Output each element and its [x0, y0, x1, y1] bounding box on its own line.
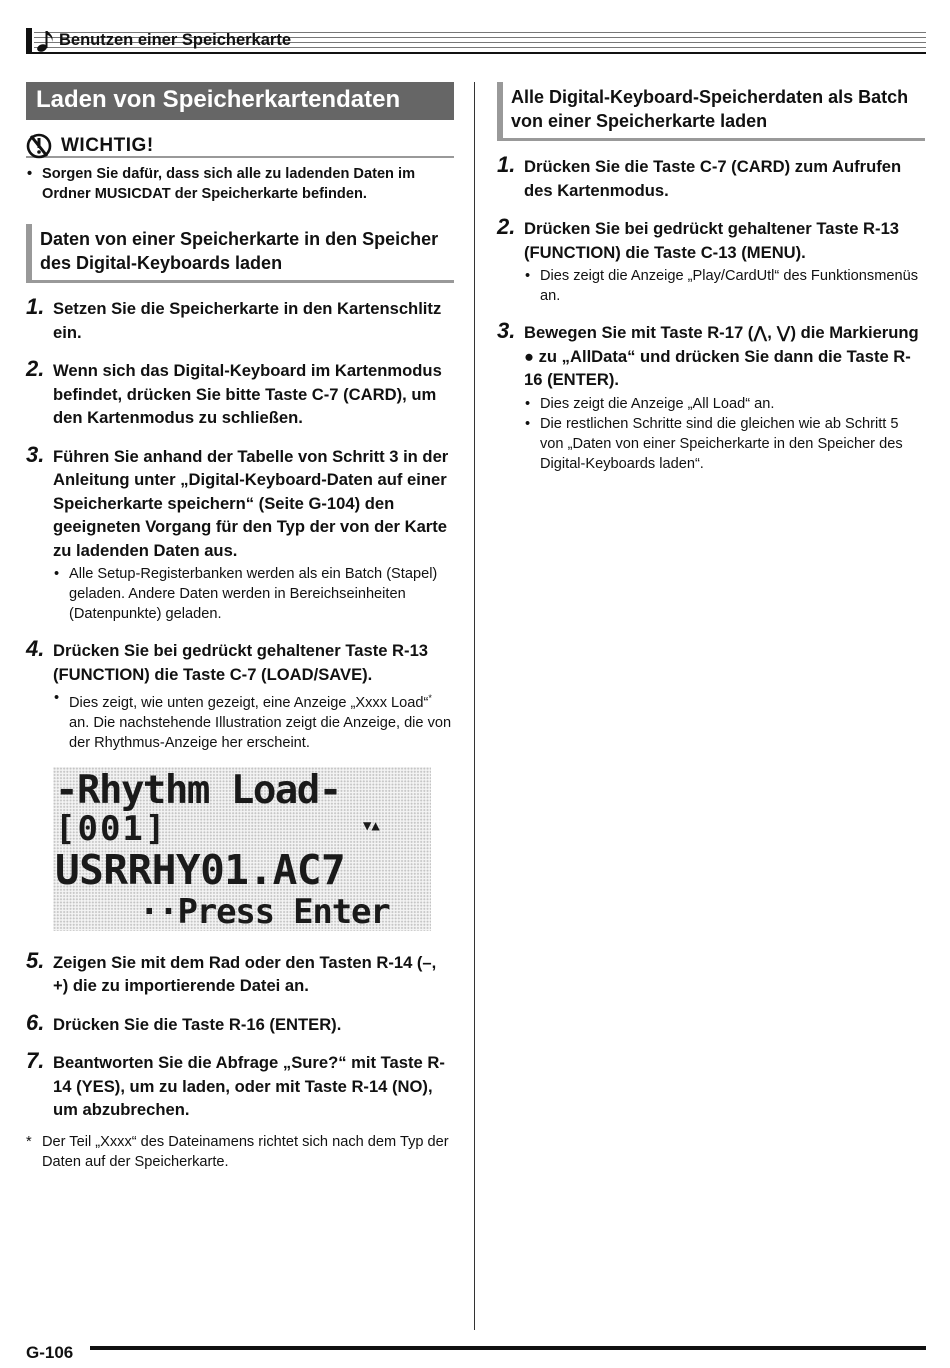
footer-rule [90, 1346, 926, 1350]
lcd-indicator: ▼▲ [363, 817, 380, 834]
lcd-line: USRRHY01.AC7 [55, 845, 346, 894]
step-number: 3. [26, 441, 45, 467]
step-note [53, 688, 454, 753]
step-text: Bewegen Sie mit Taste R-17 (⋀, ⋁) die Markierung ● zu „AllData“ und drücken Sie dann die Taste R-16 (ENTER). [524, 323, 919, 389]
subheading: Alle Digital-Keyboard-Speicherdaten als Batch von einer Speicherkarte laden [497, 82, 925, 141]
step-number: 5. [26, 947, 45, 973]
step-number: 3. [497, 318, 516, 343]
running-header [26, 28, 926, 56]
step-text: Drücken Sie die Taste C-7 (CARD) zum Aufrufen des Kartenmodus. [524, 157, 902, 200]
footnote-text: Der Teil „Xxxx“ des Dateinamens richtet sich nach dem Typ der Daten auf der Speicherkarte. [42, 1133, 449, 1170]
step-text: Setzen Sie die Speicherkarte in den Kartenschlitz ein. [53, 299, 442, 342]
step [26, 1009, 454, 1037]
lcd-line: [001] [55, 808, 168, 849]
step-note-part: an. Die nachstehende Illustration zeigt die Anzeige, die von der Rhythmus-Anzeige her erscheint. [69, 714, 452, 751]
step-text: Wenn sich das Digital-Keyboard im Kartenmodus befindet, drücken Sie bitte Taste C-7 (CARD), um den Kartenmodus zu schließen. [53, 361, 442, 427]
step-note: • Alle Setup-Registerbanken werden als ein Batch (Stapel) geladen. Andere Daten werden in Bereichseinheiten (Datenpunkte) geladen. [53, 564, 454, 624]
music-note-icon [35, 29, 55, 53]
step-note: • Dies zeigt die Anzeige „Play/CardUtl“ des Funktionsmenüs an. [524, 266, 925, 306]
important-icon [26, 132, 54, 160]
step [26, 294, 454, 344]
step-text: Drücken Sie die Taste R-16 (ENTER). [53, 1014, 342, 1034]
section-title: Laden von Speicherkartendaten [26, 82, 454, 120]
footnote [26, 1132, 454, 1172]
step-number: 4. [26, 636, 45, 661]
step-number: 1. [26, 294, 45, 319]
step-number: 1. [497, 152, 516, 177]
step [26, 636, 454, 931]
step-text: Zeigen Sie mit dem Rad oder den Tasten R-14 (–, +) die zu importierende Datei an. [53, 952, 437, 996]
footnote-marker: * [26, 1133, 32, 1150]
important-label: WICHTIG! [61, 135, 154, 156]
step-text: Drücken Sie bei gedrückt gehaltener Taste R-13 (FUNCTION) die Taste C-13 (MENU). [524, 219, 900, 262]
step [497, 152, 925, 202]
running-header-title: Benutzen einer Speicherkarte [59, 31, 291, 49]
step-number: 2. [497, 214, 516, 239]
important-heading [26, 134, 454, 158]
step [497, 214, 925, 306]
subheading: Daten von einer Speicherkarte in den Speicher des Digital-Keyboards laden [26, 224, 454, 283]
lcd-line: ··Press Enter [139, 891, 390, 931]
left-column [26, 82, 454, 1172]
important-text: • Sorgen Sie dafür, dass sich alle zu ladenden Daten im Ordner MUSICDAT der Speicherkarte befinden. [26, 164, 454, 204]
step [26, 947, 454, 998]
lcd-line: -Rhythm Load- [55, 767, 341, 813]
page-number: G-106 [26, 1343, 74, 1362]
footnote-marker: * [428, 693, 432, 703]
right-column [497, 82, 925, 474]
step [26, 1048, 454, 1122]
step [497, 318, 925, 474]
step-note: • Die restlichen Schritte sind die gleichen wie ab Schritt 5 von „Daten von einer Speicherkarte in den Speicher des Digital-Keyboards laden“. [524, 414, 925, 474]
step-note-part: Dies zeigt, wie unten gezeigt, eine Anzeige „Xxxx Load“ [69, 694, 429, 711]
step-text: Führen Sie anhand der Tabelle von Schritt 3 in der Anleitung unter „Digital-Keyboard-Daten auf einer Speicherkarte speichern“ (Seite G-104) den geeigneten Vorgang für den Typ der von der Karte zu ladenden Daten aus. [53, 446, 449, 560]
step-number: 2. [26, 356, 45, 381]
header-rule [32, 52, 926, 54]
column-divider [474, 82, 475, 1330]
step-text: Drücken Sie bei gedrückt gehaltener Taste R-13 (FUNCTION) die Taste C-7 (LOAD/SAVE). [53, 641, 429, 684]
step [26, 441, 454, 625]
step-note: • Dies zeigt die Anzeige „All Load“ an. [524, 394, 925, 414]
step-text: Beantworten Sie die Abfrage „Sure?“ mit Taste R-14 (YES), um zu laden, oder mit Taste R-14 (NO), um abzubrechen. [53, 1053, 445, 1120]
step-number: 6. [26, 1009, 45, 1035]
header-bar [26, 28, 32, 54]
lcd-display [53, 767, 431, 931]
step [26, 356, 454, 430]
step-number: 7. [26, 1048, 45, 1074]
